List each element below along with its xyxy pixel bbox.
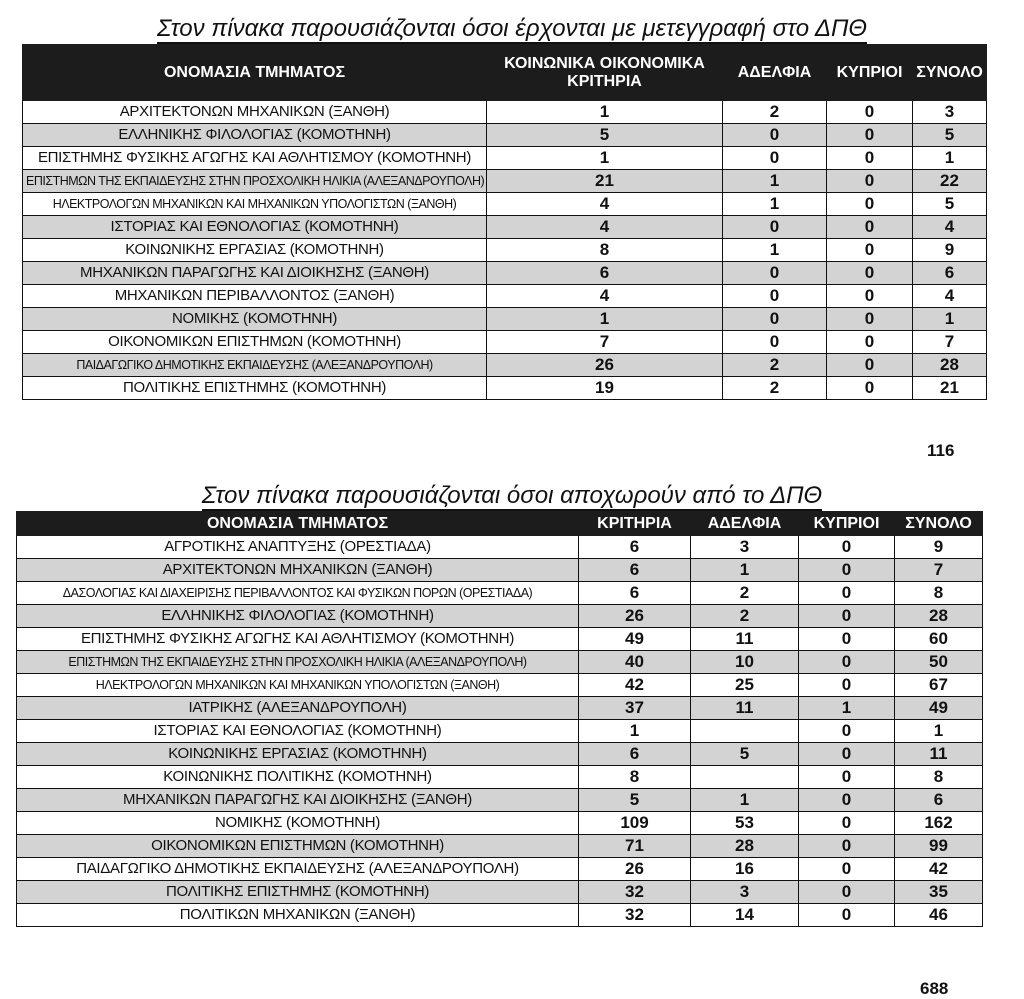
department-name-cell: ΔΑΣΟΛΟΓΙΑΣ ΚΑΙ ΔΙΑΧΕΙΡΙΣΗΣ ΠΕΡΙΒΑΛΛΟΝΤΟΣ ΚΑΙ ΦΥΣΙΚΩΝ ΠΟΡΩΝ (ΟΡΕΣΤΙΑΔΑ)	[17, 582, 579, 605]
siblings-cell: 5	[691, 743, 799, 766]
table-row	[17, 536, 983, 559]
siblings-cell: 2	[691, 582, 799, 605]
table-row	[17, 582, 983, 605]
criteria-cell: 4	[487, 193, 723, 216]
cypriots-cell: 0	[799, 789, 895, 812]
table-row	[17, 904, 983, 927]
siblings-cell: 0	[723, 308, 827, 331]
department-name-cell: ΠΟΛΙΤΙΚΗΣ ΕΠΙΣΤΗΜΗΣ (ΚΟΜΟΤΗΝΗ)	[23, 377, 487, 400]
siblings-cell: 0	[723, 124, 827, 147]
table-row	[23, 193, 987, 216]
siblings-cell: 11	[691, 697, 799, 720]
department-name-cell: ΠΑΙΔΑΓΩΓΙΚΟ ΔΗΜΟΤΙΚΗΣ ΕΚΠΑΙΔΕΥΣΗΣ (ΑΛΕΞΑΝΔΡΟΥΠΟΛΗ)	[17, 858, 579, 881]
table-row	[17, 743, 983, 766]
siblings-cell	[691, 720, 799, 743]
cypriots-cell: 0	[799, 858, 895, 881]
cypriots-cell: 0	[827, 193, 913, 216]
total-cell: 7	[913, 331, 987, 354]
table-row	[23, 101, 987, 124]
department-name-cell: ΑΡΧΙΤΕΚΤΟΝΩΝ ΜΗΧΑΝΙΚΩΝ (ΞΑΝΘΗ)	[17, 559, 579, 582]
department-name-cell: ΑΡΧΙΤΕΚΤΟΝΩΝ ΜΗΧΑΝΙΚΩΝ (ΞΑΝΘΗ)	[23, 101, 487, 124]
table-row	[23, 377, 987, 400]
criteria-cell: 5	[487, 124, 723, 147]
department-name-cell: ΜΗΧΑΝΙΚΩΝ ΠΑΡΑΓΩΓΗΣ ΚΑΙ ΔΙΟΙΚΗΣΗΣ (ΞΑΝΘΗ)	[17, 789, 579, 812]
siblings-cell: 10	[691, 651, 799, 674]
cypriots-cell: 0	[799, 720, 895, 743]
criteria-cell: 6	[579, 536, 691, 559]
total-cell: 35	[895, 881, 983, 904]
criteria-cell: 19	[487, 377, 723, 400]
department-name-cell: ΕΠΙΣΤΗΜΗΣ ΦΥΣΙΚΗΣ ΑΓΩΓΗΣ ΚΑΙ ΑΘΛΗΤΙΣΜΟΥ (ΚΟΜΟΤΗΝΗ)	[17, 628, 579, 651]
column-header-siblings: ΑΔΕΛΦΙΑ	[723, 45, 827, 101]
siblings-cell: 25	[691, 674, 799, 697]
column-header-criteria: ΚΟΙΝΩΝΙΚΑ ΟΙΚΟΝΟΜΙΚΑ ΚΡΙΤΗΡΙΑ	[487, 45, 723, 101]
cypriots-cell: 0	[827, 308, 913, 331]
total-cell: 1	[895, 720, 983, 743]
criteria-cell: 32	[579, 881, 691, 904]
department-name-cell: ΗΛΕΚΤΡΟΛΟΓΩΝ ΜΗΧΑΝΙΚΩΝ ΚΑΙ ΜΗΧΑΝΙΚΩΝ ΥΠΟΛΟΓΙΣΤΩΝ (ΞΑΝΘΗ)	[23, 193, 487, 216]
table-row	[23, 331, 987, 354]
cypriots-cell: 0	[827, 170, 913, 193]
cypriots-cell: 0	[799, 651, 895, 674]
criteria-cell: 71	[579, 835, 691, 858]
cypriots-cell: 0	[827, 216, 913, 239]
criteria-cell: 8	[487, 239, 723, 262]
siblings-cell: 53	[691, 812, 799, 835]
column-header-cypriots: ΚΥΠΡΙΟΙ	[827, 45, 913, 101]
table-row	[23, 239, 987, 262]
criteria-cell: 40	[579, 651, 691, 674]
total-cell: 7	[895, 559, 983, 582]
total-cell: 42	[895, 858, 983, 881]
total-cell: 4	[913, 285, 987, 308]
siblings-cell: 14	[691, 904, 799, 927]
department-name-cell: ΚΟΙΝΩΝΙΚΗΣ ΕΡΓΑΣΙΑΣ (ΚΟΜΟΤΗΝΗ)	[23, 239, 487, 262]
cypriots-cell: 0	[799, 812, 895, 835]
criteria-cell: 1	[487, 147, 723, 170]
total-cell: 8	[895, 766, 983, 789]
criteria-cell: 4	[487, 285, 723, 308]
table-row	[17, 628, 983, 651]
table-row	[17, 789, 983, 812]
total-cell: 4	[913, 216, 987, 239]
table-row	[17, 812, 983, 835]
department-name-cell: ΕΠΙΣΤΗΜΗΣ ΦΥΣΙΚΗΣ ΑΓΩΓΗΣ ΚΑΙ ΑΘΛΗΤΙΣΜΟΥ (ΚΟΜΟΤΗΝΗ)	[23, 147, 487, 170]
department-name-cell: ΑΓΡΟΤΙΚΗΣ ΑΝΑΠΤΥΞΗΣ (ΟΡΕΣΤΙΑΔΑ)	[17, 536, 579, 559]
department-name-cell: ΚΟΙΝΩΝΙΚΗΣ ΠΟΛΙΤΙΚΗΣ (ΚΟΜΟΤΗΝΗ)	[17, 766, 579, 789]
column-header-department: ΟΝΟΜΑΣΙΑ ΤΜΗΜΑΤΟΣ	[23, 45, 487, 101]
criteria-cell: 26	[579, 858, 691, 881]
outgoing-grand-total: 688	[920, 979, 949, 998]
cypriots-cell: 0	[799, 628, 895, 651]
siblings-cell: 1	[723, 239, 827, 262]
column-header-total: ΣΥΝΟΛΟ	[913, 45, 987, 101]
siblings-cell	[691, 766, 799, 789]
total-cell: 6	[913, 262, 987, 285]
siblings-cell: 2	[723, 101, 827, 124]
table-row	[23, 170, 987, 193]
cypriots-cell: 0	[827, 101, 913, 124]
table-row	[17, 651, 983, 674]
table-row	[17, 766, 983, 789]
department-name-cell: ΜΗΧΑΝΙΚΩΝ ΠΕΡΙΒΑΛΛΟΝΤΟΣ (ΞΑΝΘΗ)	[23, 285, 487, 308]
total-cell: 99	[895, 835, 983, 858]
department-name-cell: ΠΟΛΙΤΙΚΗΣ ΕΠΙΣΤΗΜΗΣ (ΚΟΜΟΤΗΝΗ)	[17, 881, 579, 904]
criteria-cell: 49	[579, 628, 691, 651]
department-name-cell: ΗΛΕΚΤΡΟΛΟΓΩΝ ΜΗΧΑΝΙΚΩΝ ΚΑΙ ΜΗΧΑΝΙΚΩΝ ΥΠΟΛΟΓΙΣΤΩΝ (ΞΑΝΘΗ)	[17, 674, 579, 697]
total-cell: 8	[895, 582, 983, 605]
cypriots-cell: 0	[799, 582, 895, 605]
table-row	[17, 674, 983, 697]
table-row	[23, 262, 987, 285]
table-row	[17, 858, 983, 881]
total-cell: 28	[913, 354, 987, 377]
total-cell: 5	[913, 193, 987, 216]
department-name-cell: ΠΑΙΔΑΓΩΓΙΚΟ ΔΗΜΟΤΙΚΗΣ ΕΚΠΑΙΔΕΥΣΗΣ (ΑΛΕΞΑΝΔΡΟΥΠΟΛΗ)	[23, 354, 487, 377]
table-row	[23, 285, 987, 308]
cypriots-cell: 0	[827, 285, 913, 308]
department-name-cell: ΕΛΛΗΝΙΚΗΣ ΦΙΛΟΛΟΓΙΑΣ (ΚΟΜΟΤΗΝΗ)	[23, 124, 487, 147]
total-cell: 21	[913, 377, 987, 400]
total-cell: 60	[895, 628, 983, 651]
criteria-cell: 7	[487, 331, 723, 354]
siblings-cell: 2	[723, 377, 827, 400]
column-header-cypriots: ΚΥΠΡΙΟΙ	[799, 512, 895, 536]
cypriots-cell: 0	[827, 377, 913, 400]
total-cell: 1	[913, 147, 987, 170]
table-row	[23, 147, 987, 170]
department-name-cell: ΕΛΛΗΝΙΚΗΣ ΦΙΛΟΛΟΓΙΑΣ (ΚΟΜΟΤΗΝΗ)	[17, 605, 579, 628]
cypriots-cell: 0	[827, 147, 913, 170]
criteria-cell: 37	[579, 697, 691, 720]
total-cell: 9	[895, 536, 983, 559]
total-cell: 9	[913, 239, 987, 262]
siblings-cell: 1	[691, 559, 799, 582]
department-name-cell: ΚΟΙΝΩΝΙΚΗΣ ΕΡΓΑΣΙΑΣ (ΚΟΜΟΤΗΝΗ)	[17, 743, 579, 766]
criteria-cell: 6	[579, 743, 691, 766]
table-row	[23, 308, 987, 331]
department-name-cell: ΟΙΚΟΝΟΜΙΚΩΝ ΕΠΙΣΤΗΜΩΝ (ΚΟΜΟΤΗΝΗ)	[17, 835, 579, 858]
table-row	[17, 559, 983, 582]
siblings-cell: 1	[723, 193, 827, 216]
department-name-cell: ΜΗΧΑΝΙΚΩΝ ΠΑΡΑΓΩΓΗΣ ΚΑΙ ΔΙΟΙΚΗΣΗΣ (ΞΑΝΘΗ)	[23, 262, 487, 285]
cypriots-cell: 0	[799, 674, 895, 697]
cypriots-cell: 1	[799, 697, 895, 720]
column-header-department: ΟΝΟΜΑΣΙΑ ΤΜΗΜΑΤΟΣ	[17, 512, 579, 536]
cypriots-cell: 0	[799, 536, 895, 559]
criteria-cell: 8	[579, 766, 691, 789]
criteria-cell: 6	[579, 582, 691, 605]
total-cell: 1	[913, 308, 987, 331]
total-cell: 11	[895, 743, 983, 766]
cypriots-cell: 0	[799, 766, 895, 789]
table-row	[23, 354, 987, 377]
column-header-criteria: ΚΡΙΤΗΡΙΑ	[579, 512, 691, 536]
incoming-grand-total: 116	[927, 441, 955, 460]
criteria-cell: 26	[487, 354, 723, 377]
criteria-cell: 109	[579, 812, 691, 835]
criteria-cell: 5	[579, 789, 691, 812]
criteria-cell: 6	[487, 262, 723, 285]
criteria-cell: 21	[487, 170, 723, 193]
department-name-cell: ΟΙΚΟΝΟΜΙΚΩΝ ΕΠΙΣΤΗΜΩΝ (ΚΟΜΟΤΗΝΗ)	[23, 331, 487, 354]
siblings-cell: 2	[691, 605, 799, 628]
siblings-cell: 0	[723, 147, 827, 170]
siblings-cell: 1	[723, 170, 827, 193]
table-row	[17, 697, 983, 720]
table-row	[17, 605, 983, 628]
cypriots-cell: 0	[827, 262, 913, 285]
column-header-total: ΣΥΝΟΛΟ	[895, 512, 983, 536]
criteria-cell: 4	[487, 216, 723, 239]
siblings-cell: 3	[691, 881, 799, 904]
siblings-cell: 1	[691, 789, 799, 812]
siblings-cell: 2	[723, 354, 827, 377]
cypriots-cell: 0	[827, 124, 913, 147]
table-row	[23, 124, 987, 147]
department-name-cell: ΙΣΤΟΡΙΑΣ ΚΑΙ ΕΘΝΟΛΟΓΙΑΣ (ΚΟΜΟΤΗΝΗ)	[23, 216, 487, 239]
outgoing-transfers-table	[16, 511, 983, 927]
cypriots-cell: 0	[799, 881, 895, 904]
criteria-cell: 6	[579, 559, 691, 582]
criteria-cell: 32	[579, 904, 691, 927]
outgoing-table-title: Στον πίνακα παρουσιάζονται όσοι αποχωρούν από το ΔΠΘ	[201, 482, 823, 509]
cypriots-cell: 0	[799, 835, 895, 858]
siblings-cell: 0	[723, 216, 827, 239]
criteria-cell: 1	[487, 101, 723, 124]
department-name-cell: ΝΟΜΙΚΗΣ (ΚΟΜΟΤΗΝΗ)	[23, 308, 487, 331]
department-name-cell: ΝΟΜΙΚΗΣ (ΚΟΜΟΤΗΝΗ)	[17, 812, 579, 835]
total-cell: 49	[895, 697, 983, 720]
department-name-cell: ΕΠΙΣΤΗΜΩΝ ΤΗΣ ΕΚΠΑΙΔΕΥΣΗΣ ΣΤΗΝ ΠΡΟΣΧΟΛΙΚΗ ΗΛΙΚΙΑ (ΑΛΕΞΑΝΔΡΟΥΠΟΛΗ)	[17, 651, 579, 674]
siblings-cell: 3	[691, 536, 799, 559]
total-cell: 162	[895, 812, 983, 835]
cypriots-cell: 0	[799, 743, 895, 766]
department-name-cell: ΠΟΛΙΤΙΚΩΝ ΜΗΧΑΝΙΚΩΝ (ΞΑΝΘΗ)	[17, 904, 579, 927]
cypriots-cell: 0	[827, 354, 913, 377]
total-cell: 46	[895, 904, 983, 927]
column-header-siblings: ΑΔΕΛΦΙΑ	[691, 512, 799, 536]
department-name-cell: ΙΑΤΡΙΚΗΣ (ΑΛΕΞΑΝΔΡΟΥΠΟΛΗ)	[17, 697, 579, 720]
total-cell: 28	[895, 605, 983, 628]
total-cell: 67	[895, 674, 983, 697]
cypriots-cell: 0	[799, 904, 895, 927]
criteria-cell: 1	[579, 720, 691, 743]
total-cell: 5	[913, 124, 987, 147]
cypriots-cell: 0	[827, 331, 913, 354]
table-row	[17, 881, 983, 904]
siblings-cell: 0	[723, 331, 827, 354]
department-name-cell: ΙΣΤΟΡΙΑΣ ΚΑΙ ΕΘΝΟΛΟΓΙΑΣ (ΚΟΜΟΤΗΝΗ)	[17, 720, 579, 743]
cypriots-cell: 0	[799, 559, 895, 582]
criteria-cell: 1	[487, 308, 723, 331]
total-cell: 50	[895, 651, 983, 674]
header-row	[23, 45, 987, 101]
total-cell: 3	[913, 101, 987, 124]
incoming-transfers-table	[22, 44, 987, 400]
header-row	[17, 512, 983, 536]
table-row	[23, 216, 987, 239]
cypriots-cell: 0	[827, 239, 913, 262]
siblings-cell: 16	[691, 858, 799, 881]
siblings-cell: 0	[723, 285, 827, 308]
siblings-cell: 0	[723, 262, 827, 285]
department-name-cell: ΕΠΙΣΤΗΜΩΝ ΤΗΣ ΕΚΠΑΙΔΕΥΣΗΣ ΣΤΗΝ ΠΡΟΣΧΟΛΙΚΗ ΗΛΙΚΙΑ (ΑΛΕΞΑΝΔΡΟΥΠΟΛΗ)	[23, 170, 487, 193]
table-row	[17, 720, 983, 743]
cypriots-cell: 0	[799, 605, 895, 628]
siblings-cell: 11	[691, 628, 799, 651]
incoming-table-title: Στον πίνακα παρουσιάζονται όσοι έρχονται με μετεγγραφή στο ΔΠΘ	[156, 15, 868, 42]
total-cell: 22	[913, 170, 987, 193]
siblings-cell: 28	[691, 835, 799, 858]
criteria-cell: 42	[579, 674, 691, 697]
criteria-cell: 26	[579, 605, 691, 628]
total-cell: 6	[895, 789, 983, 812]
table-row	[17, 835, 983, 858]
